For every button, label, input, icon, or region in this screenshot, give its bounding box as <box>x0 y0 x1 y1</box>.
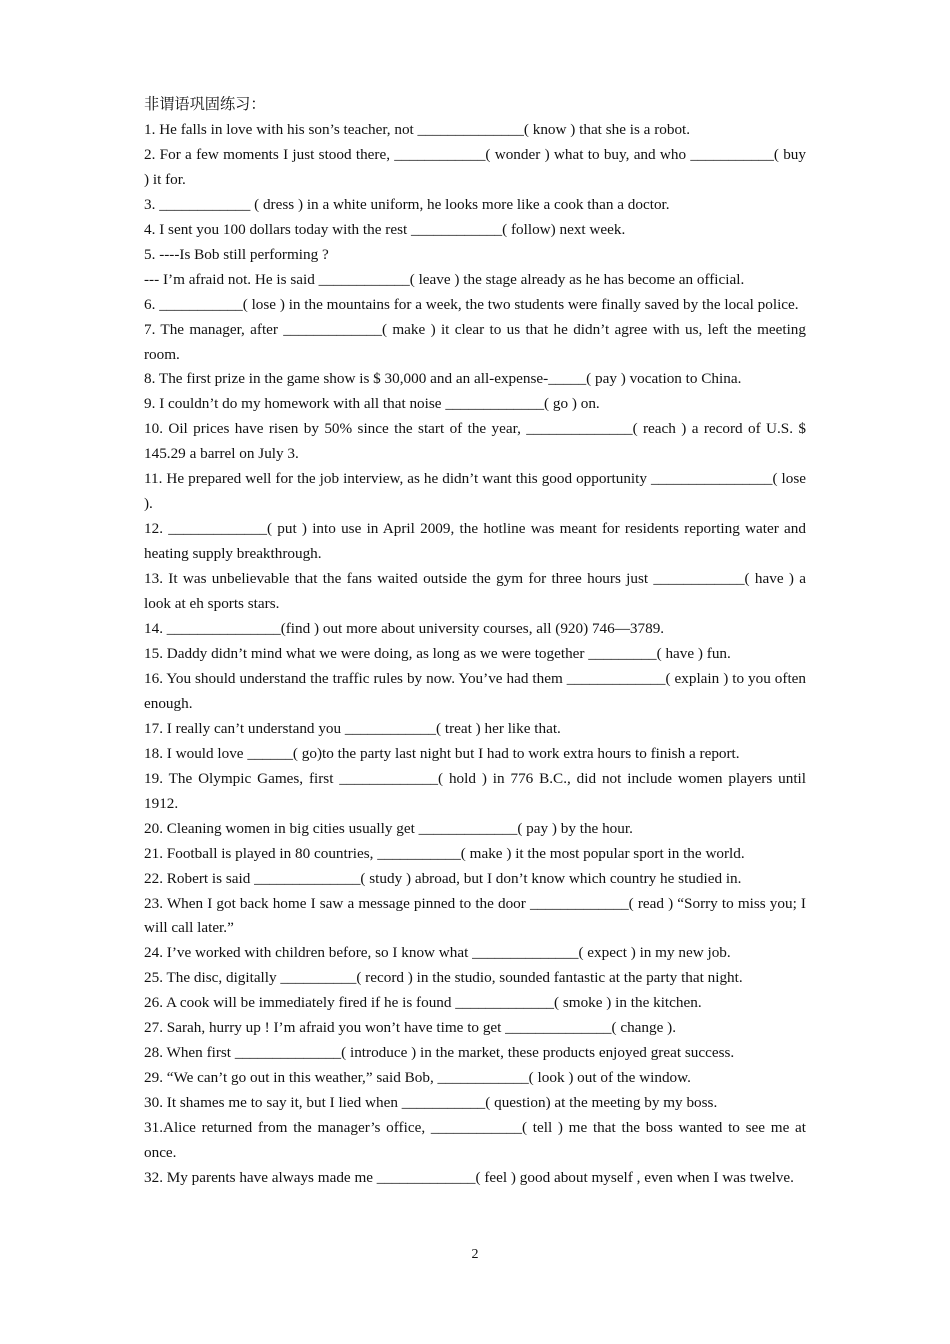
exercise-item-6: 6. ___________( lose ) in the mountains for a week, the two students were finally saved by the local police. <box>144 295 799 313</box>
exercise-item-18: 18. I would love ______( go)to the party last night but I had to work extra hours to finish a report. <box>144 744 740 762</box>
exercise-item-5-question: 5. ----Is Bob still performing ? <box>144 245 329 263</box>
exercise-item-2: 2. For a few moments I just stood there, ____________( wonder ) what to buy, and who ___________( buy ) it for. <box>144 145 806 188</box>
exercise-item-5-answer: --- I’m afraid not. He is said ____________( leave ) the stage already as he has become an official. <box>144 270 745 288</box>
exercise-item-30: 30. It shames me to say it, but I lied when ___________( question) at the meeting by my boss. <box>144 1094 718 1112</box>
exercise-item-27: 27. Sarah, hurry up ! I’m afraid you won’t have time to get ______________( change ). <box>144 1019 676 1037</box>
exercise-item-12: 12. _____________( put ) into use in April 2009, the hotline was meant for residents reporting water and heating supply breakthrough. <box>144 520 806 563</box>
exercise-item-1: 1. He falls in love with his son’s teacher, not ______________( know ) that she is a robot. <box>144 120 691 138</box>
exercise-item-25: 25. The disc, digitally __________( record ) in the studio, sounded fantastic at the party that night. <box>144 969 743 987</box>
exercise-item-22: 22. Robert is said ______________( study ) abroad, but I don’t know which country he studied in. <box>144 869 742 887</box>
exercise-item-28: 28. When first ______________( introduce ) in the market, these products enjoyed great success. <box>144 1044 735 1062</box>
exercise-item-20: 20. Cleaning women in big cities usually get _____________( pay ) by the hour. <box>144 819 633 837</box>
exercise-item-10: 10. Oil prices have risen by 50% since the start of the year, ______________( reach ) a record of U.S. $ 145.29 a barrel on July 3. <box>144 420 806 463</box>
exercise-item-7: 7. The manager, after _____________( make ) it clear to us that he didn’t agree with us, left the meeting room. <box>144 320 806 363</box>
exercise-item-19: 19. The Olympic Games, first _____________( hold ) in 776 B.C., did not include women players until 1912. <box>144 769 806 812</box>
exercise-item-14: 14. _______________(find ) out more about university courses, all (920) 746—3789. <box>144 620 665 638</box>
exercise-item-23: 23. When I got back home I saw a message pinned to the door _____________( read ) “Sorry to miss you; I will call later.” <box>144 894 806 937</box>
exercise-item-3: 3. ____________ ( dress ) in a white uniform, he looks more like a cook than a doctor. <box>144 195 670 213</box>
exercise-item-21: 21. Football is played in 80 countries, ___________( make ) it the most popular sport in the world. <box>144 844 745 862</box>
exercise-item-11: 11. He prepared well for the job interview, as he didn’t want this good opportunity ________________( lose ). <box>144 470 806 513</box>
exercise-item-4: 4. I sent you 100 dollars today with the rest ____________( follow) next week. <box>144 220 626 238</box>
exercise-item-31: 31.Alice returned from the manager’s office, ____________( tell ) me that the boss wanted to see me at once. <box>144 1119 806 1162</box>
exercise-item-24: 24. I’ve worked with children before, so I know what ______________( expect ) in my new job. <box>144 944 731 962</box>
exercise-title: 非谓语巩固练习： <box>144 96 266 113</box>
exercise-item-8: 8. The first prize in the game show is $ 30,000 and an all-expense-_____( pay ) vocation to China. <box>144 370 742 388</box>
exercise-item-9: 9. I couldn’t do my homework with all that noise _____________( go ) on. <box>144 395 600 413</box>
exercise-item-32: 32. My parents have always made me _____________( feel ) good about myself , even when I was twelve. <box>144 1168 794 1186</box>
exercise-page <box>144 93 806 1191</box>
exercise-item-15: 15. Daddy didn’t mind what we were doing, as long as we were together _________( have ) fun. <box>144 644 731 662</box>
exercise-item-16: 16. You should understand the traffic rules by now. You’ve had them _____________( explain ) to you often enough. <box>144 669 806 712</box>
exercise-item-26: 26. A cook will be immediately fired if he is found _____________( smoke ) in the kitchen. <box>144 994 702 1012</box>
exercise-item-29: 29. “We can’t go out in this weather,” said Bob, ____________( look ) out of the window. <box>144 1069 691 1087</box>
exercise-item-13: 13. It was unbelievable that the fans waited outside the gym for three hours just ____________( have ) a look at eh sports stars. <box>144 570 806 613</box>
page-number: 2 <box>471 1247 479 1262</box>
exercise-item-17: 17. I really can’t understand you ____________( treat ) her like that. <box>144 719 561 737</box>
